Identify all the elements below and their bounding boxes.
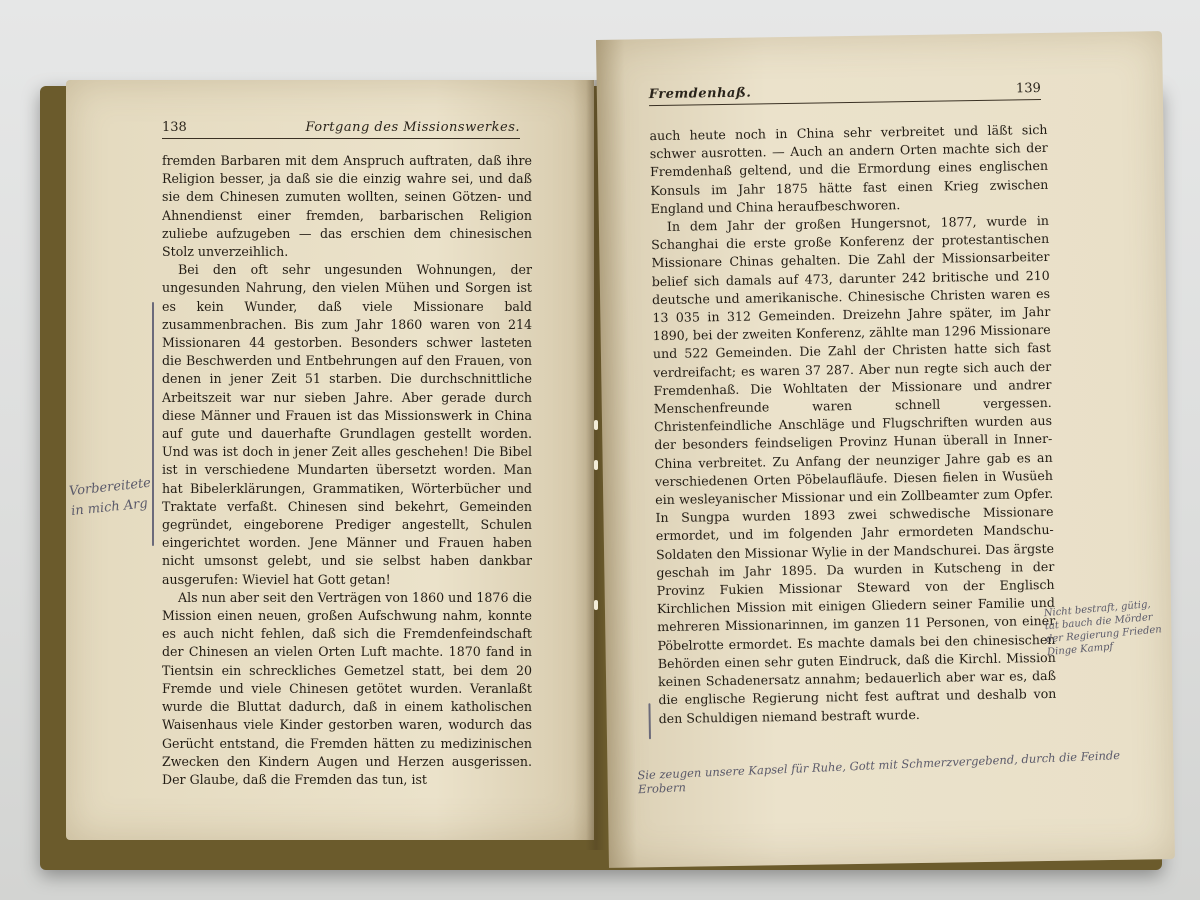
binding-stitch — [594, 420, 598, 430]
paragraph: auch heute noch in China sehr verbreitet und läßt sich schwer ausrotten. — Auch an andern Orten machte sich der Fremdenhaß geltend, und die Ermordung eines englischen Konsuls im Jahr 1875 hätte fast einen Krieg zwischen England und China heraufbeschworen. — [649, 121, 1049, 216]
page-number: 138 — [162, 120, 187, 135]
handwritten-marginalia-side: Nicht bestraft, gütig, tat bauch die Mörder der Regierung Frieden Dinge Kampf — [1043, 599, 1163, 659]
paragraph: Bei den oft sehr ungesunden Wohnungen, der ungesunden Nahrung, den vielen Mühen und Sorgen ist es kein Wunder, daß viele Missionare bald zusammenbrachen. Bis zum Jahr 1860 waren von 214 Missionaren 44 gestorben. Besonders schwer lasteten die Beschwerden und Entbehrungen auf den Frauen, von denen in jener Zeit 51 starben. Die durchschnittliche Arbeitszeit war nur sieben Jahre. Aber gerade durch diese Männer und Frauen ist das Missionswerk in China auf gute und dauerhafte Grundlagen gestellt worden. Und was ist doch in jener Zeit alles geschehen! Die Bibel ist in verschiedene Mundarten übersetzt worden. Man hat Bibelerklärungen, Grammatiken, Wörterbücher und Traktate verfaßt. Chinesen sind bekehrt, Gemeinden gegründet, eingeborene Prediger angestellt, Schulen eingerichtet worden. Jene Männer und Frauen haben nicht umsonst gelebt, und sie selbst haben dankbar ausgerufen: Wieviel hat Gott getan! — [162, 262, 532, 587]
pencil-margin-mark — [648, 703, 651, 739]
paragraph: Als nun aber seit den Verträgen von 1860 und 1876 die Mission einen neuen, großen Aufschwung nahm, konnte es auch nicht fehlen, daß sich die Fremdenfeindschaft der Chinesen an vielen Orten Luft machte. 1870 fand in Tientsin ein schreckliches Gemetzel statt, bei dem 20 Fremde und viele Chinesen getötet wurden. Veranlaßt wurde die Bluttat dadurch, daß in einem katholischen Waisenhaus viele Kinder gestorben waren, wodurch das Gerücht entstand, die Fremden hätten zu medizinischen Zwecken den Kindern Augen und Herzen ausgerissen. Der Glaube, daß die Fremden das tun, ist — [162, 589, 532, 787]
right-page — [596, 31, 1175, 868]
binding-stitch — [594, 460, 598, 470]
running-head: Fremdenhaß. — [648, 85, 752, 103]
right-page-body — [649, 121, 1056, 728]
left-page-header — [162, 120, 520, 139]
page-number: 139 — [1015, 81, 1041, 97]
right-page-header — [649, 81, 1041, 106]
paragraph: In dem Jahr der großen Hungersnot, 1877, wurde in Schanghai die erste große Konferenz der protestantischen Missionare Chinas gehalten. Die Zahl der Missionsarbeiter belief sich damals auf 473, darunter 242 britische und 210 deutsche und amerikanische. Chinesische Christen waren es 13 035 in 312 Gemeinden. Dreizehn Jahre später, im Jahr 1890, bei der zweiten Konferenz, zählte man 1296 Missionare und 522 Gemeinden. Die Zahl der Christen hatte sich fast verdreifacht; es waren 37 287. Aber nun regte sich auch der Fremdenhaß. Die Wohltaten der Missionare und andrer Menschenfreunde waren schnell vergessen. Christenfeindliche Anschläge und Flugschriften wurden aus der besonders feindseligen Provinz Hunan überall in Inner-China verbreitet. Zu Anfang der neunziger Jahre gab es an verschiedenen Orten Pöbelaufläufe. Diesen fielen in Wusüeh ein wesleyanischer Missionar und ein Zollbeamter zum Opfer. In Sungpa wurden 1893 zwei schwedische Missionare ermordet, und im folgenden Jahr ermordeten Mandschu-Soldaten den Missionar Wylie in der Mandschurei. Das ärgste geschah im Jahr 1895. Da wurden in Kutscheng in der Provinz Fukien Missionar Steward von der Englisch Kirchlichen Mission mit einigen Gliedern seiner Familie und mehreren Missionarinnen, im ganzen 11 Personen, von einer Pöbelrotte ermordet. Es machte damals bei den chinesischen Behörden einen sehr guten Eindruck, daß die Kirchl. Mission keinen Schadenersatz annahm; bedauerlich aber war es, daß die englische Regierung nicht fest auftrat und deshalb von den Schuldigen niemand bestraft wurde. — [651, 212, 1057, 726]
handwritten-marginalia: Vorbereitete in mich Arg — [68, 475, 152, 520]
binding-stitch — [594, 600, 598, 610]
pencil-margin-mark — [152, 302, 154, 546]
paragraph: fremden Barbaren mit dem Anspruch auftraten, daß ihre Religion besser, ja daß sie die einzig wahre sei, und daß sie dem Chinesen zumuten wollten, seinen Götzen- und Ahnendienst einer fremden, barbarischen Religion zuliebe aufzugeben — das erschien dem chinesischen Stolz unverzeihlich. — [162, 153, 532, 260]
handwritten-marginalia-bottom: Sie zeugen unsere Kapsel für Ruhe, Gott mit Schmerzvergebend, durch die Feinde Erobern — [637, 748, 1121, 797]
running-head: Fortgang des Missionswerkes. — [305, 120, 520, 135]
left-page — [66, 80, 594, 840]
left-page-body — [162, 152, 532, 789]
